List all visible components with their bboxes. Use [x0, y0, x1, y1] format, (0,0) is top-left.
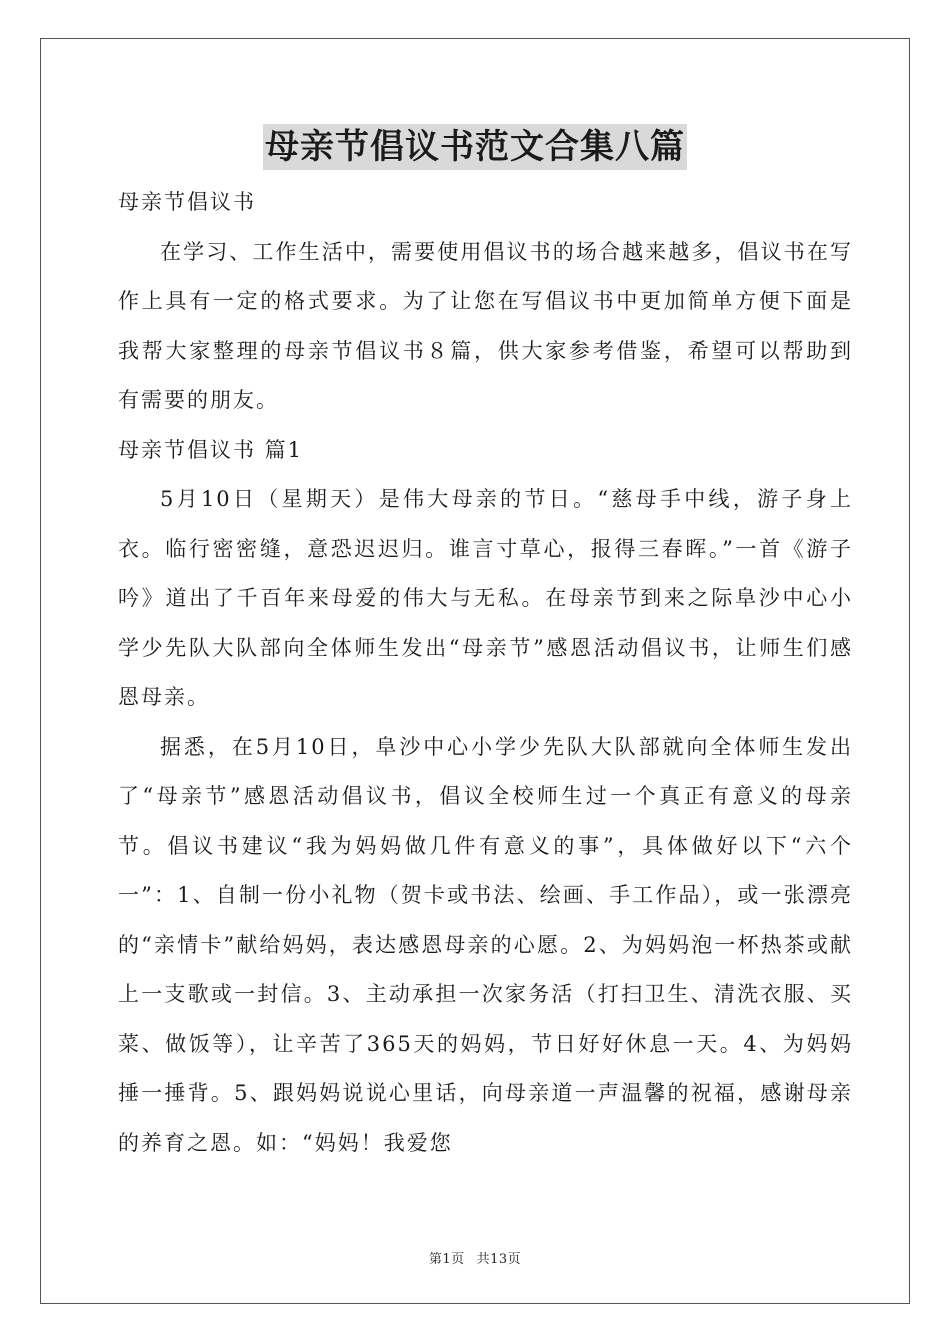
document-title: 母亲节倡议书范文合集八篇 [263, 124, 687, 170]
section-heading: 母亲节倡议书 [118, 190, 256, 214]
page-total: 共13页 [476, 1252, 522, 1267]
title-container [0, 124, 950, 170]
paragraph: 在学习、工作生活中，需要使用倡议书的场合越来越多，倡议书在写作上具有一定的格式要求。为了让您在写倡议书中更加简单方便下面是我帮大家整理的母亲节倡议书８篇，供大家参考借鉴，希望可以帮助到有需要的朋友。 [118, 239, 853, 412]
page-footer [0, 1248, 950, 1267]
paragraph: 据悉，在5月10日，阜沙中心小学少先队大队部就向全体师生发出了“母亲节”感恩活动倡议书，倡议全校师生过一个真正有意义的母亲节。倡议书建议“我为妈妈做几件有意义的事”，具体做好以下“六个一”：1、自制一份小礼物（贺卡或书法、绘画、手工作品），或一张漂亮的“亲情卡”献给妈妈，表达感恩母亲的心愿。2、为妈妈泡一杯热茶或献上一支歌或一封信。3、主动承担一次家务活（打扫卫生、清洗衣服、买菜、做饭等），让辛苦了365天的妈妈，节日好好休息一天。4、为妈妈捶一捶背。5、跟妈妈说说心里话，向母亲道一声温馨的祝福，感谢母亲的养育之恩。如：“妈妈！我爱您 [118, 734, 853, 1155]
document-body [118, 178, 853, 1168]
section-heading: 母亲节倡议书 篇1 [118, 437, 304, 462]
page-number: 第1页 [428, 1252, 465, 1267]
paragraph: 5月10日（星期天）是伟大母亲的节日。“慈母手中线，游子身上衣。临行密密缝，意恐迟迟归。谁言寸草心，报得三春晖。”一首《游子吟》道出了千百年来母爱的伟大与无私。在母亲节到来之际阜沙中心小学少先队大队部向全体师生发出“母亲节”感恩活动倡议书，让师生们感恩母亲。 [118, 487, 853, 709]
